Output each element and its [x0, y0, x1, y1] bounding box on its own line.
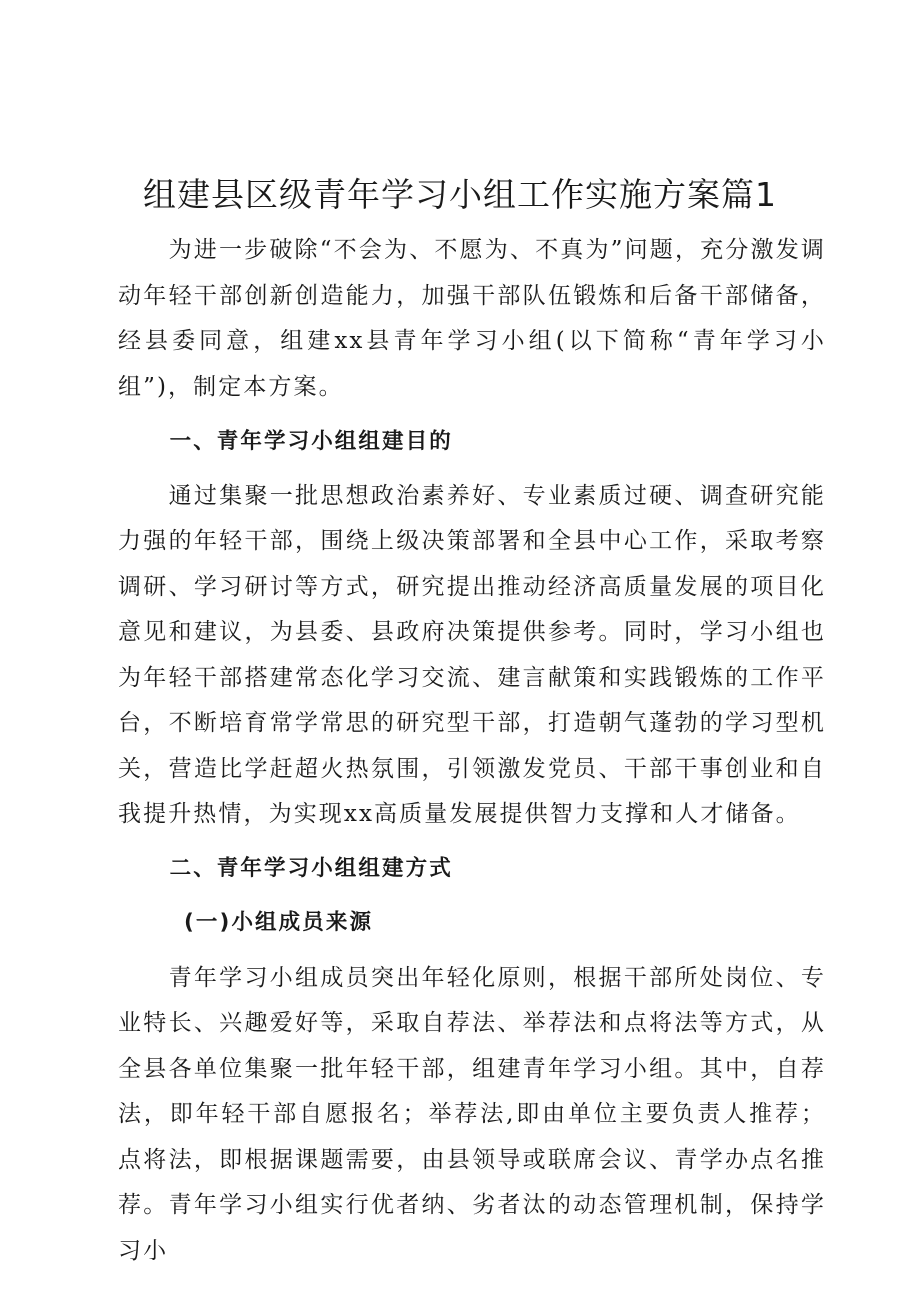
intro-paragraph: 为进一步破除“不会为、不愿为、不真为”问题，充分激发调动年轻干部创新创造能力，加强干部队伍锻炼和后备干部储备，经县委同意，组建xx县青年学习小组(以下简称“青年学习小组”)，制定本方案。 [118, 237, 826, 400]
subsection-heading-member-source: (一)小组成员来源 [184, 910, 374, 935]
document-title: 组建县区级青年学习小组工作实施方案篇1 [143, 175, 777, 214]
purpose-paragraph: 通过集聚一批思想政治素养好、专业素质过硬、调查研究能力强的年轻干部，围绕上级决策部署和全县中心工作，采取考察调研、学习研讨等方式，研究提出推动经济高质量发展的项目化意见和建议，为县委、县政府决策提供参考。同时，学习小组也为年轻干部搭建常态化学习交流、建言献策和实践锻炼的工作平台，不断培育常学常思的研究型干部，打造朝气蓬勃的学习型机关，营造比学赶超火热氛围，引领激发党员、干部干事创业和自我提升热情，为实现xx高质量发展提供智力支撑和人才储备。 [118, 482, 826, 827]
section-heading-method: 二、青年学习小组组建方式 [169, 855, 453, 881]
member-source-paragraph: 青年学习小组成员突出年轻化原则，根据干部所处岗位、专业特长、兴趣爱好等，采取自荐法、举荐法和点将法等方式，从全县各单位集聚一批年轻干部，组建青年学习小组。其中，自荐法，即年轻干部自愿报名；举荐法,即由单位主要负责人推荐；点将法，即根据课题需要，由县领导或联席会议、青学办点名推荐。青年学习小组实行优者纳、劣者汰的动态管理机制，保持学习小 [118, 964, 826, 1264]
section-heading-purpose: 一、青年学习小组组建目的 [169, 429, 453, 454]
document-body [118, 228, 826, 1274]
